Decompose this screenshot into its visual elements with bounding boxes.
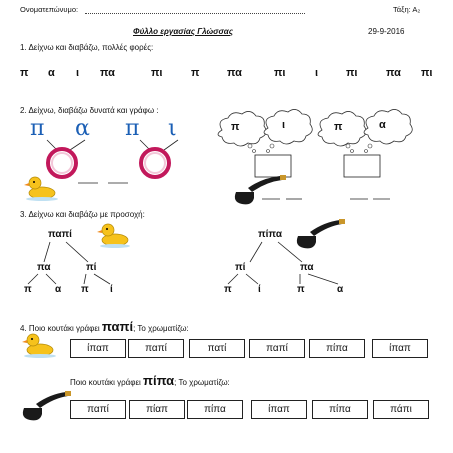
page-title: Φύλλο εργασίας Γλώσσας <box>133 27 233 36</box>
pipe-icon <box>23 391 71 420</box>
syllable: α <box>48 67 55 79</box>
choice-box[interactable]: πίπα <box>312 400 368 419</box>
syllable: πι <box>421 67 433 79</box>
syllable: ι <box>315 67 319 79</box>
choice-box[interactable]: παπί <box>70 400 126 419</box>
tree-syllable: πα <box>37 262 51 273</box>
q1-word: παπί <box>101 319 134 334</box>
tree-letter: π <box>81 284 89 295</box>
answer-box[interactable] <box>255 155 291 177</box>
name-label: Ονοματεπώνυμο: <box>20 5 79 14</box>
duck-icon <box>22 334 56 358</box>
choice-box[interactable]: ίπαπ <box>70 339 126 358</box>
choice-box[interactable]: πίπα <box>187 400 243 419</box>
cloud-icon <box>364 109 412 152</box>
class-label: Τάξη: Α₂ <box>393 5 421 14</box>
tree-syllable: πα <box>300 262 314 273</box>
big-letter: π <box>30 116 45 141</box>
big-letter: ι <box>168 116 177 141</box>
syllable: πι <box>151 67 163 79</box>
tree-letter: π <box>224 284 232 295</box>
tree-word-papi: παπί <box>48 229 72 240</box>
tree-letter: ί <box>110 284 113 295</box>
tree-letter: α <box>337 284 344 295</box>
section4-question2 <box>70 373 230 388</box>
choice-box[interactable]: ίπαπ <box>251 400 307 419</box>
cloud-letter: ι <box>282 119 286 131</box>
answer-box[interactable] <box>344 155 380 177</box>
tree-letter: π <box>297 284 305 295</box>
cloud-letter: π <box>231 121 240 133</box>
syllable: πα <box>386 67 401 79</box>
syllable: ι <box>76 67 80 79</box>
choice-box[interactable]: πάπι <box>373 400 429 419</box>
tree-letter: α <box>55 284 62 295</box>
section2-instruction: 2. Δείχνω, διαβάζω δυνατά και γράφω : <box>20 106 159 115</box>
section4-question1 <box>20 319 189 334</box>
big-letter: α <box>75 116 90 141</box>
big-letter: π <box>125 116 140 141</box>
syllable: πι <box>274 67 286 79</box>
section3-instruction: 3. Δείχνω και διαβάζω με προσοχή: <box>20 210 145 219</box>
q1-suffix: ; Το χρωματίζω: <box>133 324 189 333</box>
cloud-letter: π <box>334 121 343 133</box>
tree-letter: ί <box>258 284 261 295</box>
duck-icon <box>97 224 130 248</box>
date: 29-9-2016 <box>368 27 405 36</box>
tree-syllable: πί <box>235 262 246 273</box>
cloud-icon <box>218 111 266 152</box>
choice-box[interactable]: ίπαπ <box>372 339 428 358</box>
cloud-icon <box>264 109 312 152</box>
choice-box[interactable]: πίαπ <box>129 400 185 419</box>
q1-prefix: 4. Ποιο κουτάκι γράφει <box>20 324 102 333</box>
duck-icon <box>24 177 58 201</box>
tree-letter: π <box>24 284 32 295</box>
section1-instruction: 1. Δείχνω και διαβάζω, πολλές φορές: <box>20 43 154 52</box>
tree-syllable: πί <box>86 262 97 273</box>
syllable: πα <box>100 67 115 79</box>
pipe-icon <box>235 175 286 204</box>
choice-box[interactable]: παπί <box>128 339 184 358</box>
choice-box[interactable]: πίπα <box>309 339 365 358</box>
syllable: π <box>191 67 200 79</box>
syllable: π <box>20 67 29 79</box>
q2-word: πίπα <box>143 373 175 388</box>
cloud-letter: α <box>379 119 386 131</box>
syllable: πι <box>346 67 358 79</box>
choice-box[interactable]: παπί <box>249 339 305 358</box>
syllable: πα <box>227 67 242 79</box>
q2-prefix: Ποιο κουτάκι γράφει <box>70 378 144 387</box>
pipe-icon <box>297 219 345 248</box>
choice-box[interactable]: πατί <box>189 339 245 358</box>
q2-suffix: ; Το χρωματίζω: <box>174 378 230 387</box>
tree-word-pipa: πίπα <box>258 229 282 240</box>
